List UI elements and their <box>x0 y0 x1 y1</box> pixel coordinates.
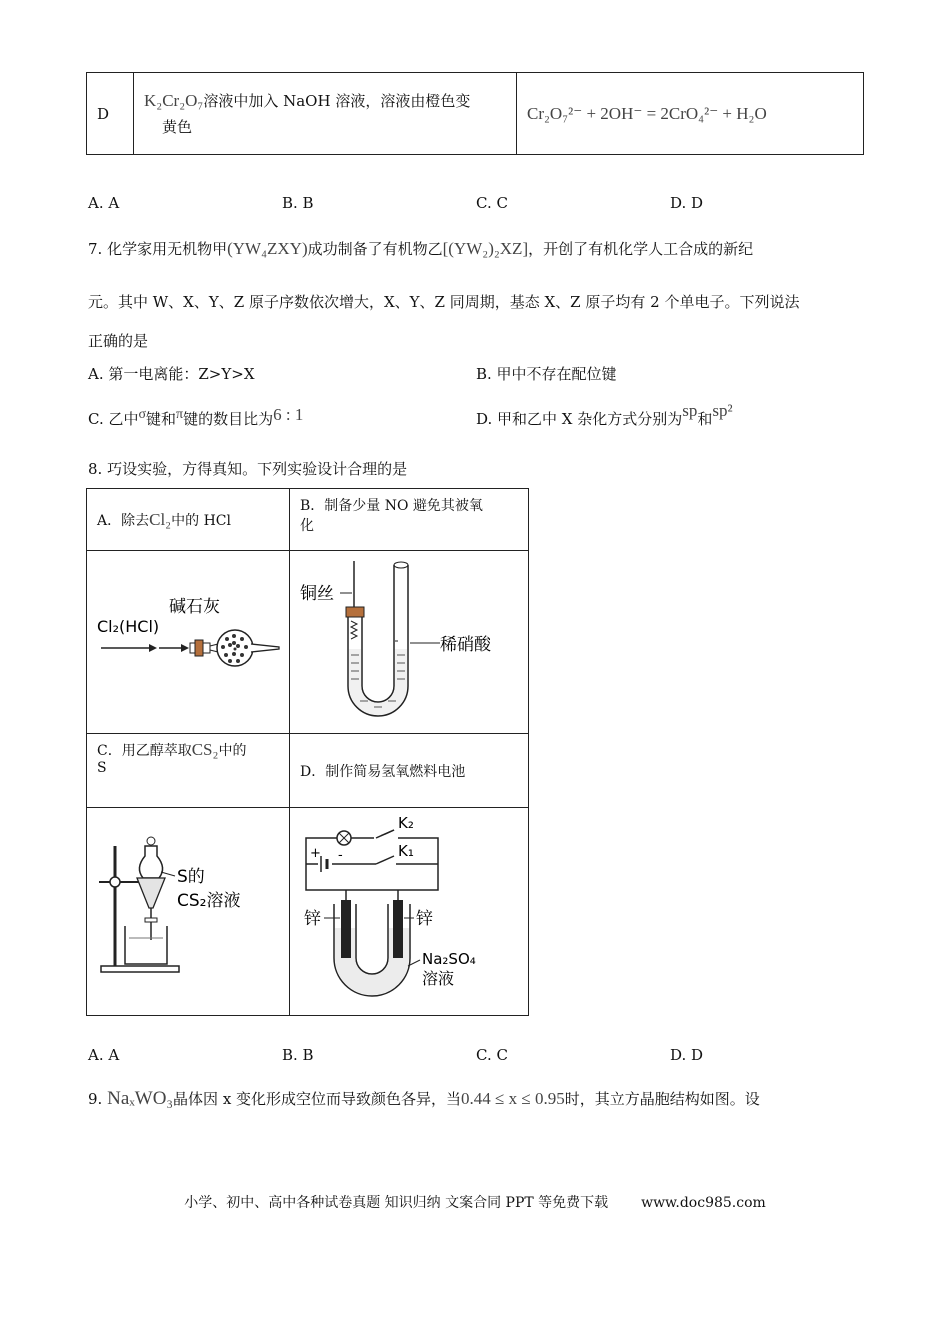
gas-label: Cl₂(HCl) <box>97 617 160 636</box>
solution-formula-label: Na₂SO₄ <box>422 950 476 968</box>
separatory-funnel <box>139 846 162 878</box>
k1-label: K₁ <box>398 842 414 860</box>
stand-base <box>101 966 179 972</box>
q8-experiment-table <box>86 488 529 1016</box>
figure-a <box>87 551 290 734</box>
option-b[interactable]: B. B <box>282 1046 314 1064</box>
u-tube-no-diagram <box>290 551 528 729</box>
q7-option-c[interactable]: C. 乙中σ键和π键的数目比为6 : 1 <box>88 405 304 428</box>
dichromate-formula: K₂Cr₂O₇ <box>144 90 204 110</box>
switch-k1[interactable] <box>376 856 394 864</box>
svg-text:-: - <box>338 848 343 863</box>
q7-stem-line3: 正确的是 <box>88 332 149 350</box>
q7-option-b[interactable]: B. 甲中不存在配位键 <box>476 365 617 383</box>
reagent-label: 碱石灰 <box>169 597 220 617</box>
footer-url[interactable]: www.doc985.com <box>641 1195 766 1211</box>
option-d[interactable]: D. D <box>670 194 704 212</box>
page-footer <box>0 1192 950 1212</box>
funnel-liquid <box>137 878 165 908</box>
right-zinc-label: 锌 <box>416 909 433 929</box>
k2-label: K₂ <box>398 814 414 832</box>
stopper <box>195 640 203 656</box>
cs2-solution-label: CS₂溶液 <box>177 891 241 911</box>
copper-coil <box>351 621 357 639</box>
option-b[interactable]: B. B <box>282 194 314 212</box>
cell-a-title: A．除去Cl₂中的 HCl <box>87 489 290 551</box>
figure-b <box>290 551 529 734</box>
solution-label: 溶液 <box>422 969 455 988</box>
separatory-funnel-diagram <box>87 808 289 1011</box>
cell-c-title: C．用乙醇萃取CS₂中的 S <box>87 734 290 808</box>
q7-stem-line2: 元。其中 W、X、Y、Z 原子序数依次增大，X、Y、Z 同周期，基态 X、Z 原子均有 2 个单电子。下列说法 <box>88 293 800 311</box>
s-label: S的 <box>177 867 205 887</box>
dilute-nitric-acid-label: 稀硝酸 <box>440 635 491 655</box>
footer-text: 小学、初中、高中各种试卷真题 知识归纳 文案合同 PPT 等免费下载 <box>184 1195 609 1211</box>
row-label: D <box>87 73 134 155</box>
option-c[interactable]: C. C <box>476 194 508 212</box>
q7-option-d[interactable]: D. 甲和乙中 X 杂化方式分别为sp和sp² <box>476 401 733 428</box>
dilute-nitric-acid <box>349 649 407 715</box>
figure-d <box>290 808 529 1016</box>
q7-option-a[interactable]: A. 第一电离能：Z>Y>X <box>88 365 255 383</box>
beaker <box>125 926 167 964</box>
option-c[interactable]: C. C <box>476 1046 508 1064</box>
left-zinc-label: 锌 <box>304 909 321 929</box>
cell-d-title: D．制作简易氢氧燃料电池 <box>290 734 529 808</box>
q7-stem-line1: 7. 化学家用无机物甲(YW₄ZXY)成功制备了有机物乙[(YW₂)₂XZ]，开创了有机化学人工合成的新纪 <box>88 239 754 258</box>
fuel-cell-diagram <box>290 808 528 1011</box>
option-a[interactable]: A. A <box>88 194 120 212</box>
q8-stem: 8. 巧设实验，方得真知。下列实验设计合理的是 <box>88 460 408 478</box>
stopper <box>346 607 364 617</box>
drying-tube-diagram <box>87 551 289 729</box>
option-a[interactable]: A. A <box>88 1046 120 1064</box>
svg-text:+: + <box>310 846 321 861</box>
option-d[interactable]: D. D <box>670 1046 704 1064</box>
copper-wire-label: 铜丝 <box>300 584 334 604</box>
row-equation: Cr₂O₇²⁻ + 2OH⁻ = 2CrO₄²⁻ + H₂O <box>517 73 864 155</box>
cell-b-title: B．制备少量 NO 避免其被氧 化 <box>290 489 529 551</box>
figure-c <box>87 808 290 1016</box>
row-description: K₂Cr₂O₇溶液中加入 NaOH 溶液，溶液由橙色变 黄色 <box>134 73 517 155</box>
q9-stem: 9. NaₓWO₃晶体因 x 变化形成空位而导致颜色各异，当0.44 ≤ x ≤ 0.95时，其立方晶胞结构如图。设 <box>88 1088 760 1109</box>
q6-table-row-d <box>86 72 864 155</box>
